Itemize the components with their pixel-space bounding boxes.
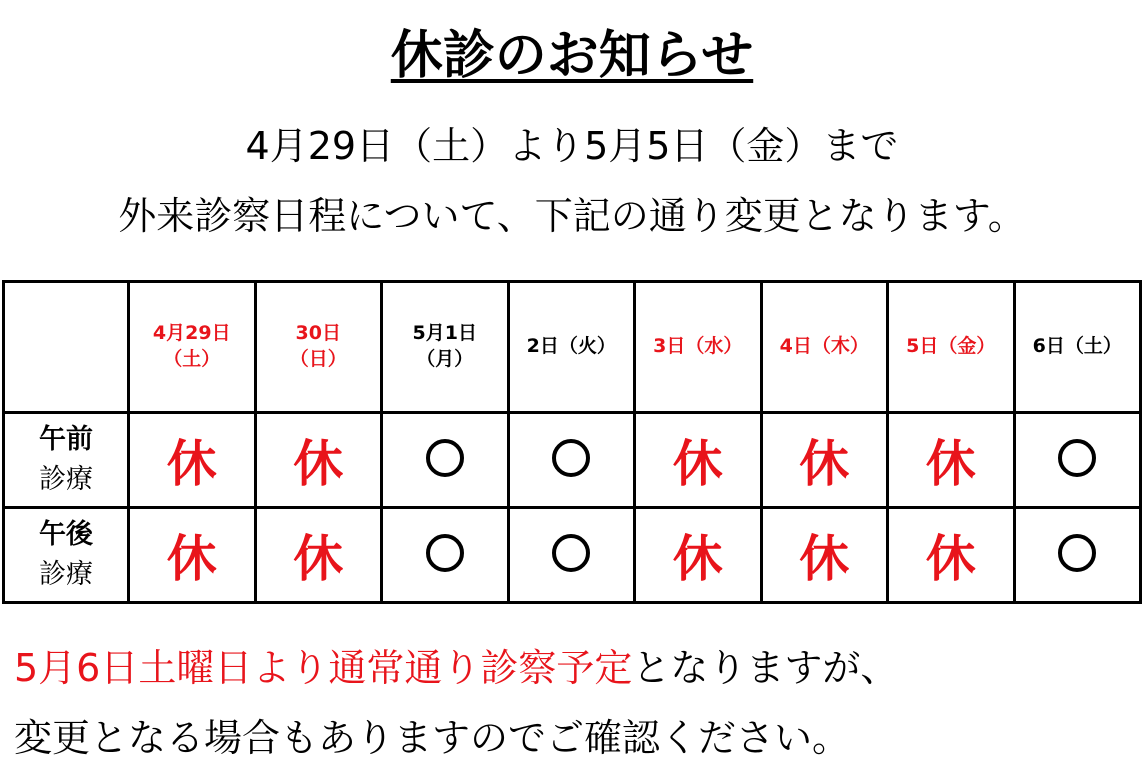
page-title <box>0 28 1144 85</box>
closed-cell <box>888 413 1015 508</box>
closed-cell <box>129 413 256 508</box>
title-text: 休診のお知らせ <box>390 26 754 86</box>
open-mark <box>1058 534 1096 572</box>
date-header-weekday: （月） <box>416 348 474 370</box>
open-cell <box>382 508 509 603</box>
date-header-label: 6日（土） <box>1032 335 1122 358</box>
date-header-weekday: （土） <box>163 348 221 370</box>
open-mark <box>426 534 464 572</box>
date-header-label: 3日（水） <box>653 335 743 358</box>
date-header-label: 5月1日 <box>412 322 477 345</box>
schedule-table <box>2 280 1142 604</box>
date-header-4 <box>508 282 635 413</box>
closed-mark: 休 <box>799 530 850 588</box>
closed-mark: 休 <box>166 435 217 493</box>
session-name: 午前 <box>39 423 93 455</box>
footer-line-2: 変更となる場合もありますのでご確認ください。 <box>14 716 851 760</box>
closed-cell <box>255 508 382 603</box>
header-row <box>4 282 1141 413</box>
date-header-2 <box>255 282 382 413</box>
date-header-label: 4日（木） <box>779 335 869 358</box>
date-header-7 <box>888 282 1015 413</box>
closure-period: 4月29日（土）より5月5日（金）まで <box>245 124 899 168</box>
date-header-label: 2日（火） <box>526 335 616 358</box>
closed-mark: 休 <box>672 530 723 588</box>
date-header-label: 5日（金） <box>906 335 996 358</box>
date-header-label: 30日 <box>295 322 341 345</box>
resume-notice-suffix: となりますが、 <box>632 646 899 690</box>
closed-mark: 休 <box>293 530 344 588</box>
closed-mark: 休 <box>293 435 344 493</box>
session-label <box>4 413 129 508</box>
date-header-label: 4月29日 <box>152 322 231 345</box>
closed-cell <box>635 413 762 508</box>
open-mark <box>552 439 590 477</box>
date-header-6 <box>761 282 888 413</box>
closed-cell <box>635 508 762 603</box>
schedule-row <box>4 413 1141 508</box>
closed-mark: 休 <box>672 435 723 493</box>
closed-mark: 休 <box>166 530 217 588</box>
schedule-row <box>4 508 1141 603</box>
open-cell <box>508 413 635 508</box>
date-header-1 <box>129 282 256 413</box>
open-cell <box>508 508 635 603</box>
open-mark <box>426 439 464 477</box>
open-mark <box>552 534 590 572</box>
closed-mark: 休 <box>799 435 850 493</box>
session-label <box>4 508 129 603</box>
open-cell <box>1014 508 1141 603</box>
session-name: 午後 <box>39 518 93 550</box>
closed-cell <box>761 413 888 508</box>
closed-mark: 休 <box>925 435 976 493</box>
date-header-5 <box>635 282 762 413</box>
date-header-8 <box>1014 282 1141 413</box>
closed-cell <box>255 413 382 508</box>
session-type: 診療 <box>39 559 93 590</box>
session-type: 診療 <box>39 464 93 495</box>
corner-cell <box>4 282 129 413</box>
open-mark <box>1058 439 1096 477</box>
date-header-weekday: （日） <box>289 348 347 370</box>
closed-cell <box>129 508 256 603</box>
closed-cell <box>888 508 1015 603</box>
open-cell <box>1014 413 1141 508</box>
closed-mark: 休 <box>925 530 976 588</box>
closure-description: 外来診察日程について、下記の通り変更となります。 <box>118 194 1026 238</box>
date-header-3 <box>382 282 509 413</box>
resume-notice: 5月6日土曜日より通常通り診察予定 <box>14 646 633 690</box>
footer-line-1 <box>14 648 898 690</box>
open-cell <box>382 413 509 508</box>
closed-cell <box>761 508 888 603</box>
